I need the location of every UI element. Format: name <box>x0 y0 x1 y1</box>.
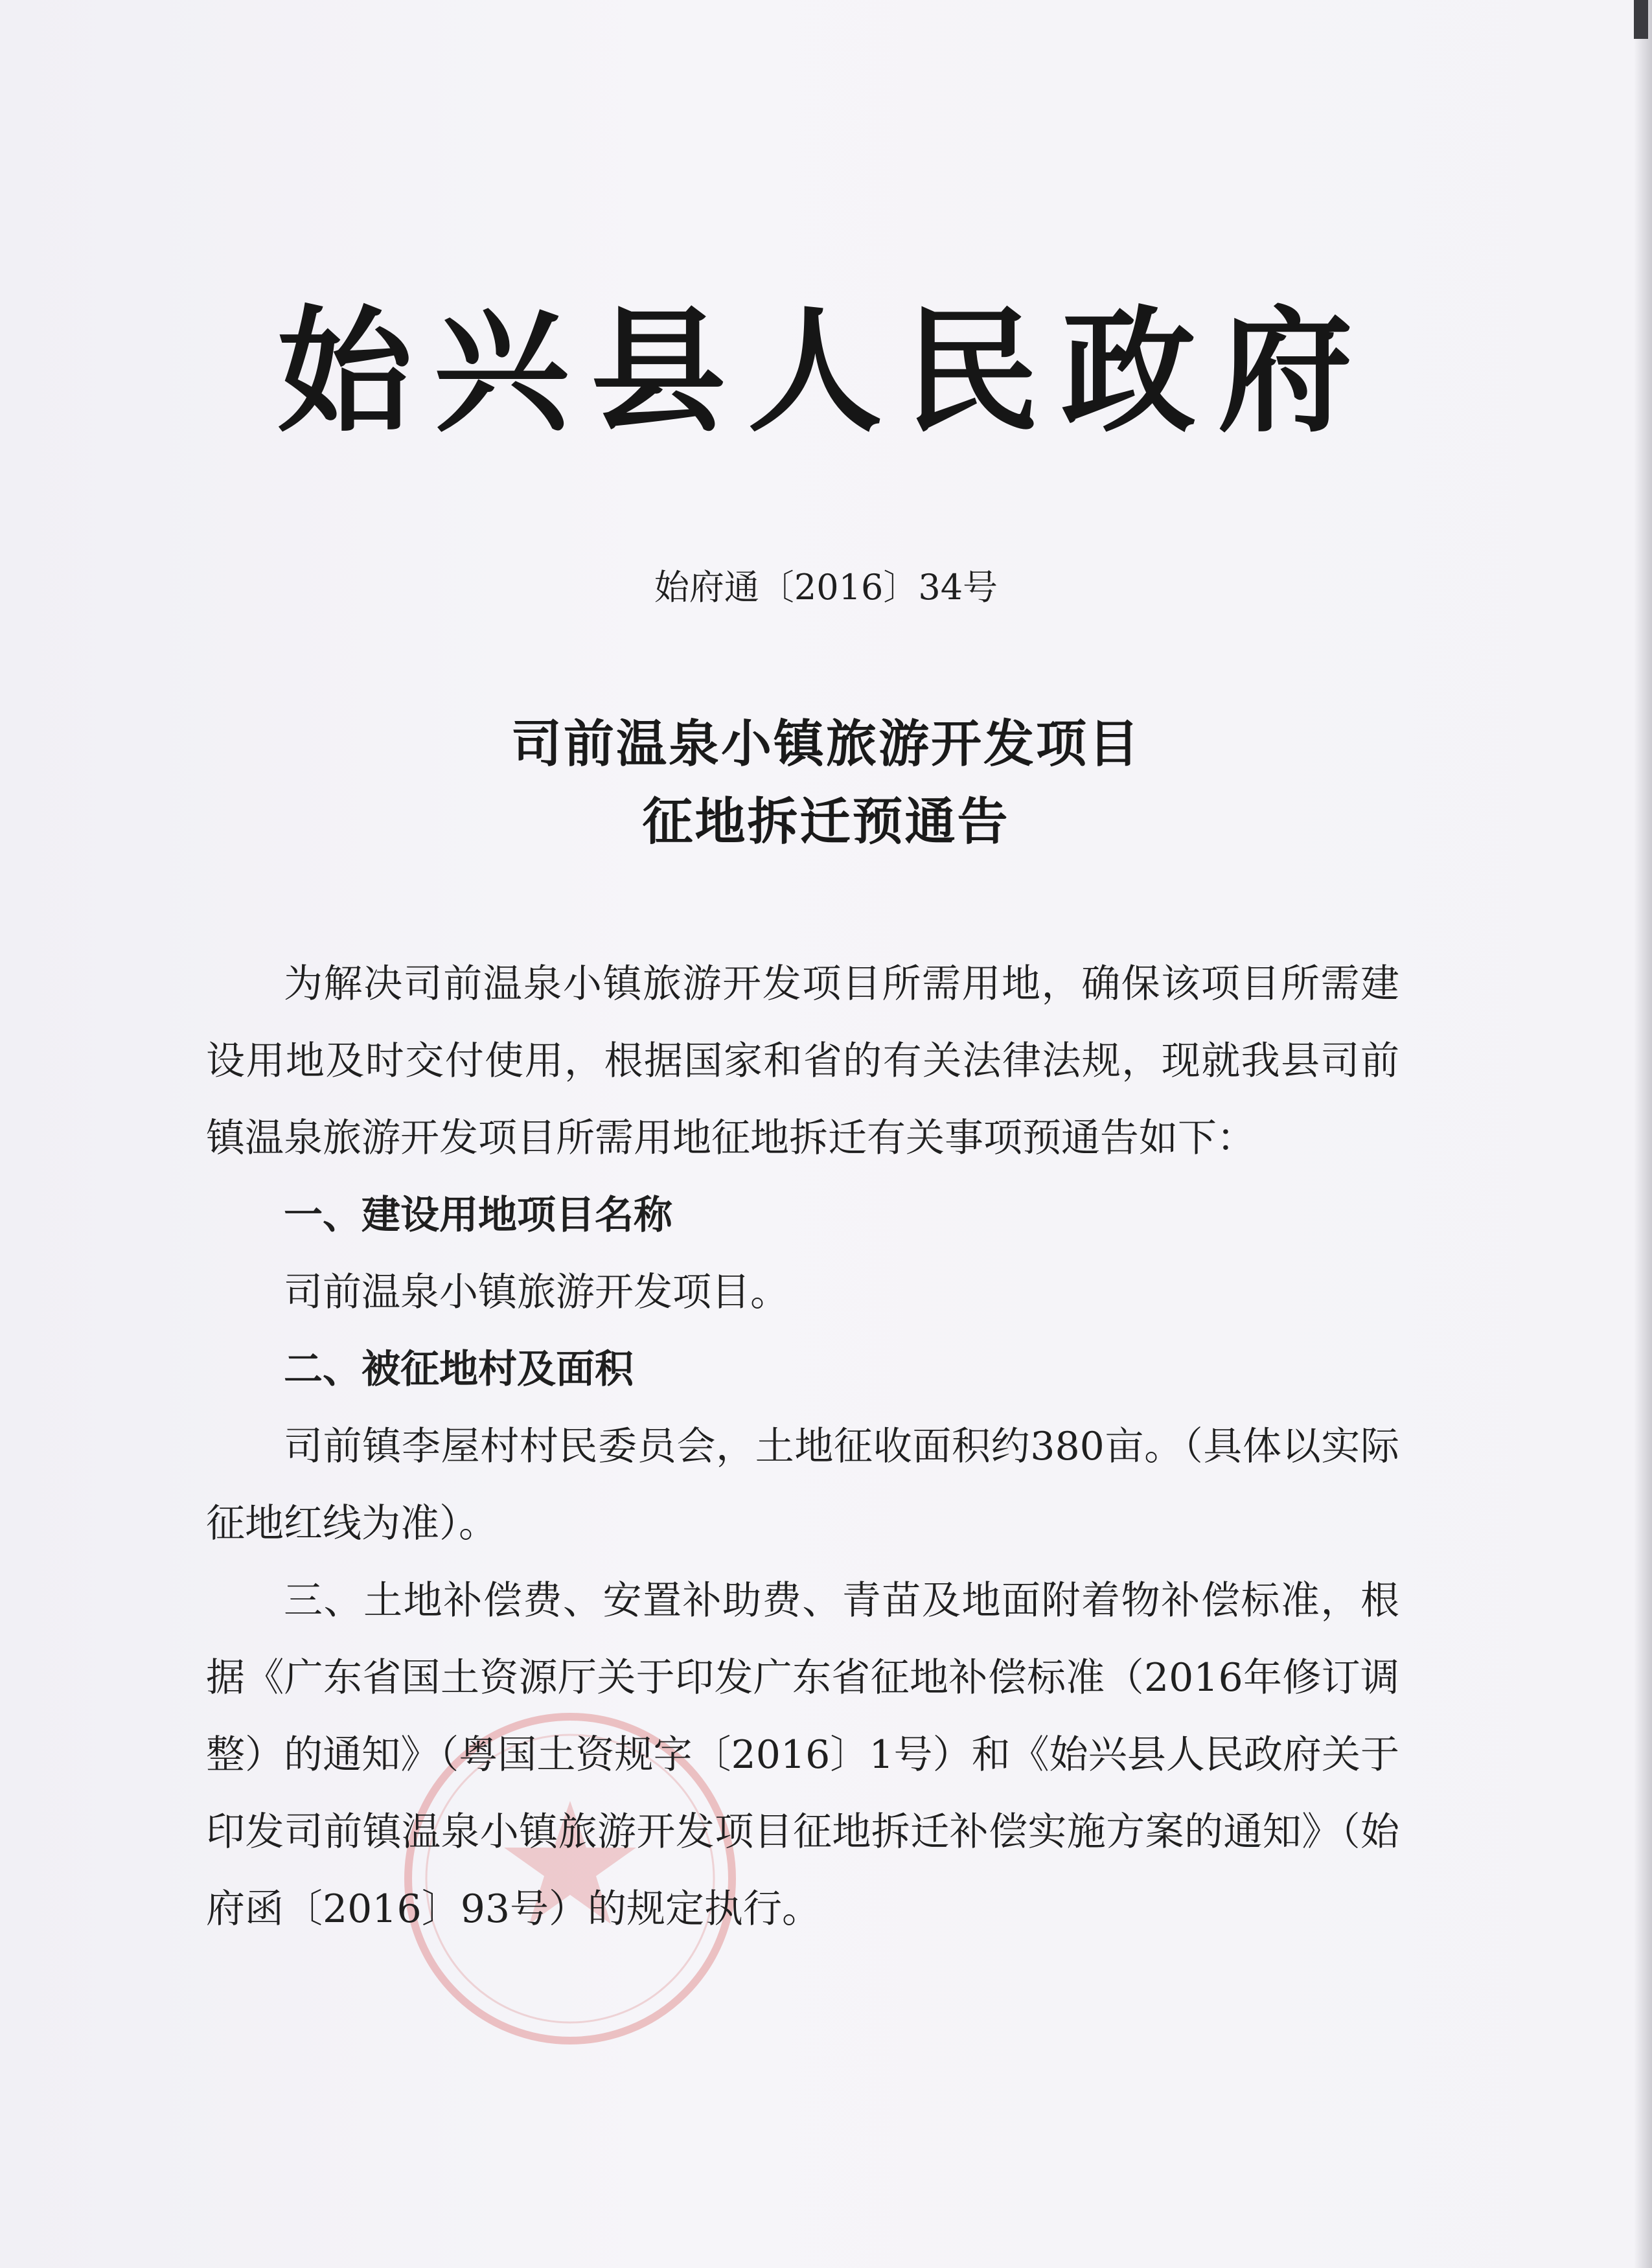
notice-title-line-2: 征地拆迁预通告 <box>642 792 1010 851</box>
scan-corner-mark <box>1634 0 1648 39</box>
document-number: 始府通〔2016〕34号 <box>654 567 998 608</box>
notice-title-line-1: 司前温泉小镇旅游开发项目 <box>511 715 1141 773</box>
issuer-header: 始兴县人民政府 <box>277 293 1375 451</box>
section-1-heading: 一、建设用地项目名称 <box>284 1193 672 1238</box>
section-3-paragraph: 三、土地补偿费、安置补助费、青苗及地面附着物补偿标准，根据《广东省国土资源厅关于印发广东省征地补偿标准（2016年修订调整）的通知》（粤国土资规字〔2016〕1号）和《始兴县人民政府关于印发司前镇温泉小镇旅游开发项目征地拆迁补偿实施方案的通知》（始府函〔2016〕93号）的规定执行。 <box>206 1578 1399 1932</box>
section-1-text: 司前温泉小镇旅游开发项目。 <box>284 1270 789 1315</box>
notice-body <box>206 946 1399 1948</box>
section-2-text: 司前镇李屋村村民委员会，土地征收面积约380亩。（具体以实际征地红线为准）。 <box>206 1424 1399 1546</box>
intro-paragraph: 为解决司前温泉小镇旅游开发项目所需用地，确保该项目所需建设用地及时交付使用，根据国家和省的有关法律法规，现就我县司前镇温泉旅游开发项目所需用地征地拆迁有关事项预通告如下： <box>206 961 1399 1161</box>
section-2-heading: 二、被征地村及面积 <box>284 1347 634 1392</box>
